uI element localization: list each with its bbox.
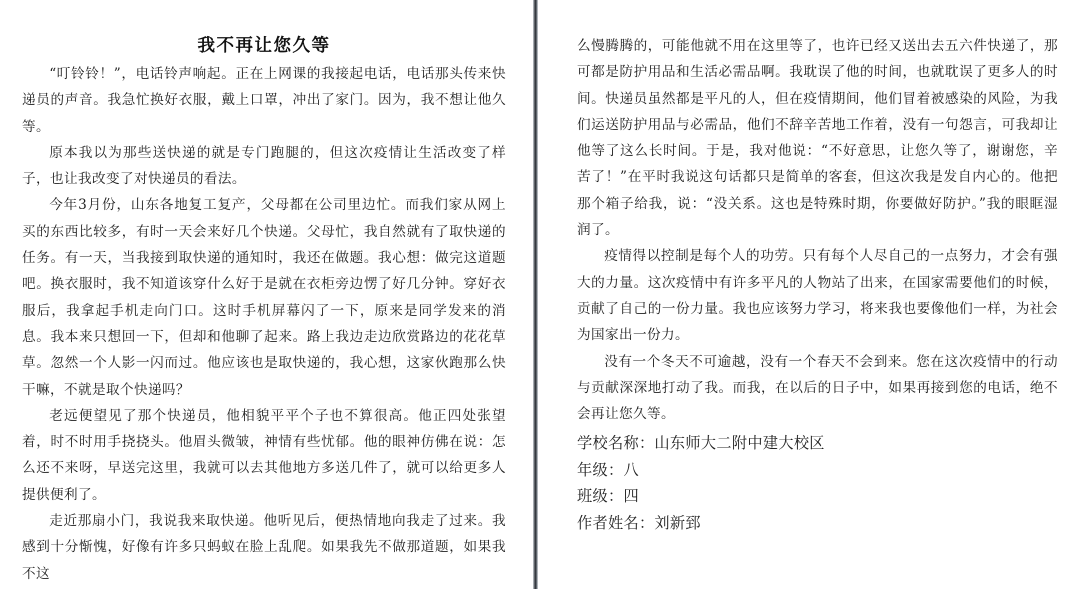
right-page <box>543 0 1080 589</box>
paragraph-4: 老远便望见了那个快递员，他相貌平平个子也不算很高。他正四处张望着，时不时用手挠挠头。他眉头微皱，神情有些忧郁。他的眼神仿佛在说：怎么还不来呀，早送完这里，我就可以去其他地方多送几件了，就可以给更多人提供便利了。 <box>22 407 506 503</box>
paragraph-5-continued: 么慢腾腾的，可能他就不用在这里等了，也许已经又送出去五六件快递了，那可都是防护用品和生活必需品啊。我耽误了他的时间，也就耽误了更多人的时间。快递员虽然都是平凡的人，但在疫情期间，他们冒着被感染的风险，为我们运送防护用品与必需品，他们不辞辛苦地工作着，没有一句怨言，可我却让他等了这么长时间。于是，我对他说：“不好意思，让您久等了，谢谢您，辛苦了！”在平时我说这句话都只是简单的客套，但这次我是发自内心的。他把那个箱子给我，说：“没关系。这也是特殊时期，你要做好防护。”我的眼眶湿润了。 <box>577 38 1058 239</box>
paragraph-1: “叮铃铃！”，电话铃声响起。正在上网课的我接起电话，电话那头传来快递员的声音。我急忙换好衣服，戴上口罩，冲出了家门。因为，我不想让他久等。 <box>22 66 506 135</box>
paragraph-2: 原本我以为那些送快递的就是专门跑腿的，但这次疫情让生活改变了样子，也让我改变了对快递员的看法。 <box>22 144 506 188</box>
grade: 年级：八 <box>577 460 639 479</box>
essay-title: 我不再让您久等 <box>197 36 331 56</box>
school-name: 学校名称：山东师大二附中建大校区 <box>577 434 825 453</box>
paragraph-5: 走近那扇小门，我说我来取快递。他听见后，便热情地向我走了过来。我感到十分惭愧，好像有许多只蚂蚁在脸上乱爬。如果我先不做那道题，如果我不这 <box>22 513 506 582</box>
paragraph-6: 疫情得以控制是每个人的功劳。只有每个人尽自己的一点努力，才会有强大的力量。这次疫情中有许多平凡的人物站了出来，在国家需要他们的时候，贡献了自己的一份力量。我也应该努力学习，将来我也要像他们一样，为社会为国家出一份力。 <box>577 248 1058 344</box>
paragraph-7: 没有一个冬天不可逾越，没有一个春天不会到来。您在这次疫情中的行动与贡献深深地打动了我。而我，在以后的日子中，如果再接到您的电话，绝不会再让您久等。 <box>577 353 1058 423</box>
author-info <box>577 430 1058 536</box>
class: 班级：四 <box>577 487 639 506</box>
page-divider <box>533 0 538 589</box>
left-page <box>0 0 530 589</box>
paragraph-3: 今年3月份，山东各地复工复产，父母都在公司里边忙。而我们家从网上买的东西比较多，有时一天会来好几个快递。父母忙，我自然就有了取快递的任务。有一天，当我接到取快递的通知时，我还在做题。我心想：做完这道题吧。换衣服时，我不知道该穿什么好于是就在衣柜旁边愣了好几分钟。穿好衣服后，我拿起手机走向门口。这时手机屏幕闪了一下，原来是同学发来的消息。我本来只想回一下，但却和他聊了起来。路上我边走边欣赏路边的花花草草。忽然一个人影一闪而过。他应该也是取快递的，我心想，这家伙跑那么快干嘛，不就是取个快递吗？ <box>22 197 506 398</box>
author-name: 作者姓名：刘新郅 <box>577 513 701 532</box>
